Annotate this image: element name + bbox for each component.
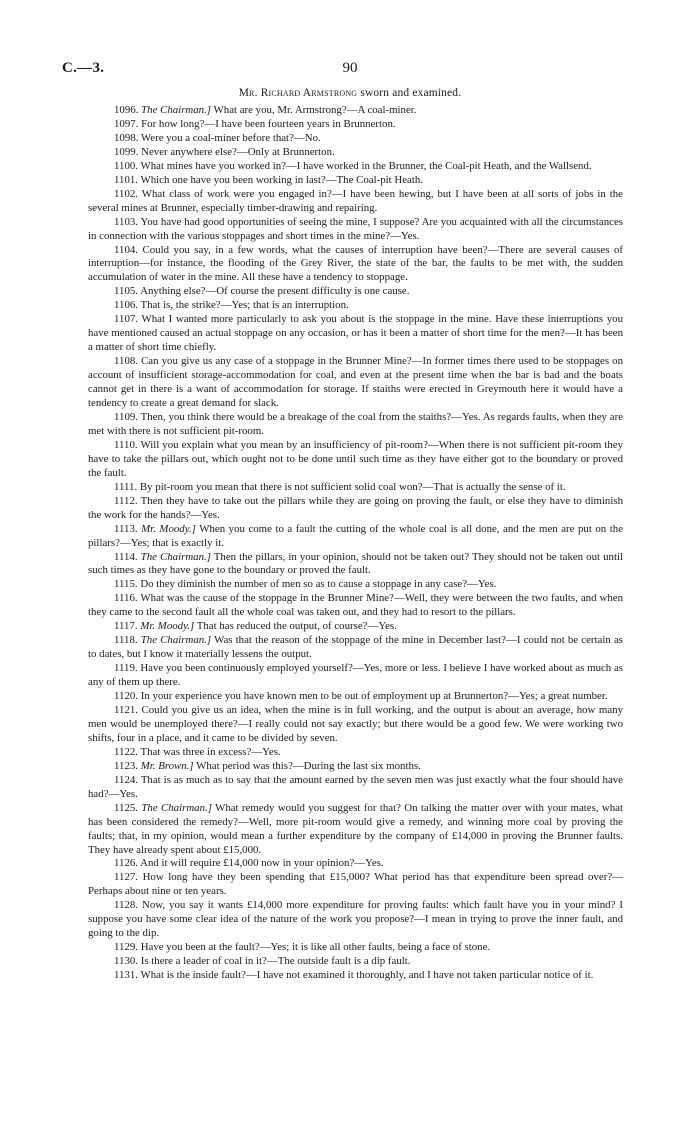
speaker-name: Mr. Moody.] [140, 620, 195, 633]
testimony-paragraph [88, 132, 623, 146]
speaker-name: Mr. Brown.] [140, 759, 194, 772]
page-header [62, 60, 638, 80]
testimony-paragraph [88, 160, 623, 174]
question-number: 1123. [114, 759, 138, 772]
testimony-paragraph [88, 244, 623, 286]
testimony-paragraph [88, 620, 623, 634]
testimony-paragraph [88, 690, 623, 704]
testimony-paragraph [88, 299, 623, 313]
question-number: 1130. [114, 955, 138, 968]
testimony-paragraph [88, 495, 623, 523]
question-number: 1115. [114, 578, 138, 591]
testimony-paragraph [88, 551, 623, 579]
testimony-paragraph [88, 146, 623, 160]
testimony-paragraph [88, 802, 623, 858]
testimony-paragraph [88, 481, 623, 495]
question-number: 1126. [114, 857, 138, 870]
question-number: 1112. [114, 494, 138, 507]
question-number: 1121. [114, 703, 138, 716]
testimony-paragraph [88, 704, 623, 746]
testimony-paragraph [88, 439, 623, 481]
testimony-paragraph [88, 969, 623, 983]
question-number: 1117. [114, 620, 138, 633]
question-number: 1116. [114, 592, 138, 605]
testimony-text: Could you give us an idea, when the mine is in full working, and the output is about an average, how many men would be unemployed there?—I really could not say exactly; but there would be a good few. We were working two shifts, four in a place, and it came to be divided by seven. [88, 703, 623, 744]
page-number: 90 [342, 60, 358, 76]
question-number: 1120. [114, 690, 138, 703]
testimony-paragraph [88, 662, 623, 690]
testimony-paragraph [88, 188, 623, 216]
testimony-text: Never anywhere else?—Only at Brunnerton. [141, 145, 335, 158]
testimony-text: That was three in excess?—Yes. [140, 745, 281, 758]
testimony-text: Will you explain what you mean by an insufficiency of pit-room?—When there is not sufficient pit-room they have to take the pillars out, which ought not to be done until such time as they have either got to the boundary or proved the fault. [88, 438, 624, 479]
testimony-text: What I wanted more particularly to ask you about is the stoppage in the mine. Have these interruptions you have mentioned caused an actual stoppage on any occasion, or has it been a matter of short time for the men?—It has been a matter of short time chiefly. [88, 313, 624, 354]
witness-status: sworn and examined. [357, 87, 462, 99]
question-number: 1103. [114, 215, 138, 228]
testimony-text: What was the cause of the stoppage in the Brunner Mine?—Well, they were between the two faults, and when they came to the second fault all the whole coal was taken out, and they had to resort to the pillars. [88, 592, 623, 619]
testimony-text: Can you give us any case of a stoppage in the Brunner Mine?—In former times there used to be stoppages on account of insufficient storage-accommodation for coal, and even at the present time when the bar is bad and the boats cannot get in there is a want of accommodation for storage. If staiths were erected in Greymouth here it would have a tendency to create a great demand for slack. [88, 355, 623, 410]
testimony-paragraph [88, 355, 623, 411]
question-number: 1110. [114, 438, 138, 451]
testimony-body [88, 104, 623, 983]
testimony-text: Could you say, in a few words, what the causes of interruption have been?—There are several causes of interruption—for instance, the flooding of the Grey River, the state of the bar, the faults to be met with, the sudden accumulation of water in the mine. All these have a tendency to stoppage. [88, 243, 623, 284]
question-number: 1106. [114, 299, 138, 312]
question-number: 1109. [114, 410, 138, 423]
question-number: 1105. [114, 285, 138, 298]
testimony-text: How long have they been spending that £15,000? What period has that expenditure been spread over?—Perhaps about nine or ten years. [88, 871, 623, 898]
testimony-paragraph [88, 578, 623, 592]
testimony-text: What period was this?—During the last six months. [193, 759, 421, 772]
testimony-paragraph [88, 313, 623, 355]
question-number: 1104. [114, 243, 138, 256]
testimony-paragraph [88, 523, 623, 551]
testimony-text: Anything else?—Of course the present difficulty is one cause. [140, 285, 410, 298]
page-reference: C.—3. [62, 60, 105, 76]
testimony-text: Have you been at the fault?—Yes; it is like all other faults, being a face of stone. [140, 941, 491, 954]
question-number: 1124. [114, 773, 138, 786]
testimony-text: By pit-room you mean that there is not sufficient solid coal won?—That is actually the sense of it. [139, 480, 566, 493]
testimony-paragraph [88, 774, 623, 802]
testimony-paragraph [88, 634, 623, 662]
testimony-text: What remedy would you suggest for that? On talking the matter over with your mates, what has been considered the remedy?—Well, more pit-room would give a remedy, and winning more coal by proving the faults; that, in my opinion, would mean a further expenditure by the company of £14,000 in proving the Brunner faults. They have already spent about £15,000. [88, 801, 623, 856]
question-number: 1119. [114, 662, 138, 675]
testimony-paragraph [88, 955, 623, 969]
speaker-name: The Chairman.] [140, 634, 212, 647]
testimony-paragraph [88, 899, 623, 941]
question-number: 1108. [114, 355, 138, 368]
testimony-text: That is, the strike?—Yes; that is an interruption. [140, 299, 349, 312]
testimony-text: For how long?—I have been fourteen years in Brunnerton. [141, 117, 396, 130]
witness-title: Mr. [238, 87, 258, 99]
question-number: 1114. [114, 550, 138, 563]
question-number: 1111. [114, 480, 138, 493]
question-number: 1100. [114, 159, 138, 172]
testimony-text: That is as much as to say that the amount earned by the seven men was just exactly what the four should have had?—Yes. [88, 773, 623, 800]
testimony-text: Have you been continuously employed yourself?—Yes, more or less. I believe I have worked about as much as any of them up there. [88, 662, 623, 689]
testimony-text: What is the inside fault?—I have not examined it thoroughly, and I have not taken particular notice of it. [140, 969, 594, 982]
witness-heading [0, 87, 700, 99]
question-number: 1118. [114, 634, 138, 647]
speaker-name: The Chairman.] [141, 801, 212, 814]
testimony-paragraph [88, 760, 623, 774]
testimony-text: In your experience you have known men to be out of employment up at Brunnerton?—Yes; a great number. [140, 690, 608, 703]
testimony-paragraph [88, 118, 623, 132]
speaker-name: The Chairman.] [140, 550, 211, 563]
testimony-text: What class of work were you engaged in?—I have been hewing, but I have been at all sorts of jobs in the several mines at Brunner, especially timber-drawing and repairing. [88, 187, 623, 214]
testimony-paragraph [88, 941, 623, 955]
testimony-paragraph [88, 592, 623, 620]
question-number: 1125. [114, 801, 138, 814]
testimony-text: When you come to a fault the cutting of the whole coal is all done, and the men are put on the pillars?—Yes; that is exactly it. [88, 522, 624, 549]
question-number: 1122. [114, 745, 138, 758]
testimony-text: And it will require £14,000 now in your opinion?—Yes. [140, 857, 384, 870]
question-number: 1099. [114, 145, 139, 158]
testimony-text: Was that the reason of the stoppage of the mine in December last?—I could not be certain as to dates, but I know it materially lessens the output. [88, 634, 623, 661]
testimony-paragraph [88, 871, 623, 899]
testimony-text: Now, you say it wants £14,000 more expenditure for proving faults: which fault have you in your mind? I suppose you have some clear idea of the nature of the work you propose?—I mean in trying to prove the inner fault, and going to the dip. [88, 899, 623, 940]
question-number: 1102. [114, 187, 138, 200]
testimony-text: What mines have you worked in?—I have worked in the Brunner, the Coal-pit Heath, and the Wallsend. [140, 159, 592, 172]
testimony-paragraph [88, 174, 623, 188]
testimony-paragraph [88, 216, 623, 244]
testimony-text: Then, you think there would be a breakage of the coal from the staiths?—Yes. As regards faults, when they are met with there is not sufficient pit-room. [88, 410, 623, 437]
testimony-text: Which one have you been working in last?—The Coal-pit Heath. [140, 173, 423, 186]
testimony-text: What are you, Mr. Armstrong?—A coal-miner. [211, 104, 417, 116]
speaker-name: The Chairman.] [141, 104, 212, 116]
testimony-paragraph [88, 285, 623, 299]
question-number: 1101. [114, 173, 138, 186]
question-number: 1098. [114, 131, 139, 144]
testimony-text: Is there a leader of coal in it?—The outside fault is a dip fault. [140, 955, 411, 968]
question-number: 1096. [114, 104, 139, 116]
question-number: 1113. [114, 522, 138, 535]
question-number: 1129. [114, 941, 138, 954]
testimony-text: That has reduced the output, of course?—Yes. [194, 620, 397, 633]
question-number: 1127. [114, 871, 138, 884]
testimony-text: Then they have to take out the pillars while they are going on proving the fault, or else they have to diminish the work for the hands?—Yes. [88, 494, 623, 521]
testimony-text: Were you a coal-miner before that?—No. [140, 131, 321, 144]
question-number: 1097. [114, 117, 139, 130]
testimony-text: Then the pillars, in your opinion, should not be taken out? They should not be taken out until such times as they have gone to the boundary or proved the fault. [88, 550, 623, 577]
testimony-text: Do they diminish the number of men so as to cause a stoppage in any case?—Yes. [140, 578, 497, 591]
question-number: 1128. [114, 899, 138, 912]
testimony-paragraph [88, 746, 623, 760]
testimony-text: You have had good opportunities of seeing the mine, I suppose? Are you acquainted with all the circumstances in connection with the various stoppages and short times in the mine?—Yes. [88, 215, 623, 242]
question-number: 1131. [114, 969, 138, 982]
testimony-paragraph [88, 104, 623, 118]
witness-name: Richard Armstrong [260, 87, 358, 99]
question-number: 1107. [114, 313, 138, 326]
testimony-paragraph [88, 857, 623, 871]
speaker-name: Mr. Moody.] [141, 522, 196, 535]
testimony-paragraph [88, 411, 623, 439]
